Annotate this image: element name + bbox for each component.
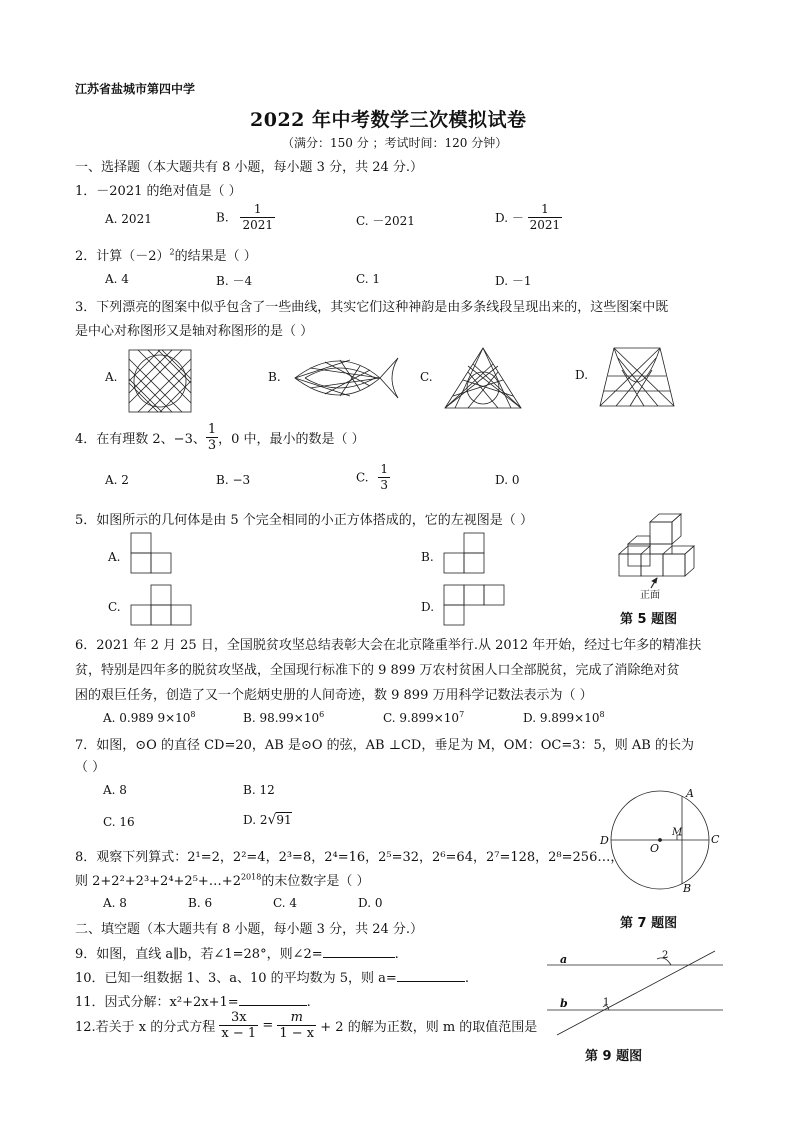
q6-line3: 困的艰巨任务，创造了又一个彪炳史册的人间奇迹，数 9 899 万用科学记数法表示为（ ） (75, 688, 593, 703)
q8-option-b: B. 6 (188, 896, 213, 910)
q12-left-num: 3x (219, 1010, 258, 1026)
q10-answer-blank[interactable] (397, 981, 465, 982)
q11-stem-text: 11．因式分解：x²+2x+1= (75, 995, 239, 1010)
q12-left-fraction (219, 1010, 258, 1041)
q11-answer-blank[interactable] (239, 1005, 307, 1006)
q9-stem-end: . (394, 947, 399, 962)
q5-figure-b (443, 532, 485, 576)
q5-figure-c (130, 584, 192, 628)
q3-figure-b (290, 350, 400, 406)
q6-option-a (103, 710, 196, 725)
q3-line2: 是中心对称图形又是轴对称图形的是（ ） (75, 324, 314, 339)
q12-eq: = (262, 1018, 274, 1033)
q6-line2: 贫，特别是四年多的脱贫攻坚战，全国现行标准下的 9 899 万农村贫困人口全部脱贫，完成了消除绝对贫 (75, 663, 680, 678)
q7-label-d: D (600, 834, 609, 847)
q12-pre: 12.若关于 x 的分式方程 (75, 1020, 216, 1035)
q7-caption: 第 7 题图 (620, 916, 678, 931)
q8-line1: 8．观察下列算式：2¹=2，2²=4，2³=8，2⁴=16，2⁵=32，2⁶=64，2⁷=128，2⁸=256…， (75, 850, 624, 865)
q4-frac-den: 3 (207, 438, 217, 453)
q6-d-sup: 8 (599, 710, 605, 719)
q1-option-c: C. －2021 (356, 214, 415, 228)
q12-right-fraction (277, 1010, 316, 1041)
q6-d-text: D. 9.899×10 (523, 711, 600, 725)
q5-option-c: C. (108, 600, 121, 614)
q6-b-sup: 6 (319, 710, 325, 719)
q2-stem-pre: 2．计算（－2） (75, 249, 170, 264)
q7-label-c: C (711, 833, 720, 846)
q1-b-den: 2021 (242, 218, 274, 232)
q10-stem (75, 967, 469, 986)
q7-label-a: A (686, 787, 694, 800)
q7-label-b: B (683, 882, 692, 895)
q9-caption: 第 9 题图 (585, 1049, 643, 1064)
q5-caption: 第 5 题图 (620, 612, 678, 627)
q3-option-d: D. (575, 368, 589, 382)
q2-option-d: D. －1 (495, 274, 532, 288)
q4-frac-num: 1 (207, 422, 217, 437)
q1-d-fraction (528, 202, 563, 233)
q5-solid-figure (615, 510, 705, 590)
q7-d-text: D. 2 (243, 813, 268, 827)
q12-post: + 2 的解为正数，则 m 的取值范围是 (320, 1020, 538, 1035)
q7-option-d: D. 2√91 (243, 812, 292, 828)
q4-stem-fraction (206, 422, 218, 453)
q9-parallel-lines-figure (545, 945, 725, 1055)
q9-stem (75, 943, 399, 962)
q3-figure-a (128, 349, 192, 413)
q8-option-a: A. 8 (103, 896, 127, 910)
q11-stem (75, 991, 311, 1010)
q1-b-fraction (240, 202, 275, 233)
q5-stem: 5．如图所示的几何体是由 5 个完全相同的小正方体搭成的，它的左视图是（ ） (75, 513, 533, 528)
q5-option-d: D. (421, 600, 435, 614)
q6-c-text: C. 9.899×10 (383, 711, 460, 725)
q4-option-b: B. −3 (216, 473, 251, 487)
q10-stem-text: 10．已知一组数据 1、3、a、10 的平均数为 5，则 a= (75, 971, 397, 986)
q1-b-num: 1 (240, 202, 275, 218)
q11-stem-end: . (306, 995, 311, 1010)
q4-c-label: C. (356, 470, 369, 485)
q1-d-num: 1 (528, 202, 563, 218)
q7-line2: （ ） (75, 760, 106, 775)
q4-stem-post: ，0 中，最小的数是（ ） (218, 432, 365, 447)
q5-front-label: 正面 (640, 590, 660, 601)
q7-circle-figure (598, 780, 728, 900)
q5-figure-a (130, 532, 172, 576)
q1-b-label: B. (216, 210, 229, 225)
q4-c-fraction (378, 462, 390, 493)
q4-c-num: 1 (380, 462, 389, 476)
q6-a-text: A. 0.989 9×10 (103, 711, 191, 725)
q8-line2 (75, 870, 369, 889)
q4-option-c (356, 462, 390, 493)
q2-option-a: A. 4 (105, 272, 129, 286)
q2-option-b: B. －4 (216, 274, 253, 288)
q1-d-den: 2021 (529, 218, 561, 232)
q2-option-c: C. 1 (356, 272, 381, 286)
q5-option-b: B. (421, 550, 434, 564)
q4-stem (75, 422, 365, 453)
q1-option-d (495, 202, 562, 233)
q3-line1: 3．下列漂亮的图案中似乎包含了一些曲线，其实它们这种神韵是由多条线段呈现出来的，这些图案中既 (75, 300, 669, 315)
q7-line1: 7．如图，⊙O 的直径 CD=20，AB 是⊙O 的弦，AB ⊥CD，垂足为 M，OM：OC=3：5，则 AB 的长为 (75, 738, 694, 753)
q6-option-b (243, 710, 324, 725)
q7-option-b: B. 12 (243, 783, 275, 797)
q5-figure-d (443, 584, 505, 628)
q3-figure-d (598, 346, 676, 408)
exam-subtitle: （满分：150 分 ；考试时间：120 分钟） (282, 136, 508, 150)
q12-right-den: 1 − x (279, 1026, 315, 1041)
q5-option-a: A. (108, 550, 121, 564)
q7-label-o: O (650, 842, 660, 855)
q4-option-d: D. 0 (495, 473, 520, 487)
q1-d-label: D. － (495, 211, 524, 225)
q7-d-root: 91 (276, 813, 292, 827)
q8-line2-post: 的末位数字是（ ） (261, 874, 370, 889)
q10-stem-end: . (464, 971, 469, 986)
exam-title: 2022 年中考数学三次模拟试卷 (250, 109, 527, 131)
q9-label-1: 1 (603, 997, 610, 1008)
q2-stem-sup: 2 (169, 247, 175, 257)
school-name: 江苏省盐城市第四中学 (75, 82, 196, 96)
q7-label-m: M (672, 827, 683, 838)
q3-figure-c (443, 346, 523, 410)
q3-option-a: A. (105, 370, 118, 384)
q8-option-c: C. 4 (273, 896, 298, 910)
q6-option-c (383, 710, 464, 725)
q6-a-sup: 8 (190, 710, 196, 719)
q2-stem (75, 245, 257, 264)
q8-line2-pre: 则 2+2²+2³+2⁴+2⁵+…+2 (75, 874, 241, 889)
q8-line2-sup: 2018 (240, 872, 262, 882)
q12-left-den: x − 1 (221, 1026, 257, 1041)
q6-c-sup: 7 (459, 710, 465, 719)
section1-heading: 一、选择题（本大题共有 8 小题，每小题 3 分，共 24 分.） (75, 160, 424, 175)
q4-stem-pre: 4．在有理数 2、−3、 (75, 432, 206, 447)
q6-line1: 6．2021 年 2 月 25 日，全国脱贫攻坚总结表彰大会在北京隆重举行.从 2012 年开始，经过七年多的精准扶 (75, 638, 702, 653)
q3-option-b: B. (268, 370, 281, 384)
q9-label-2: 2 (662, 950, 669, 961)
q6-b-text: B. 98.99×10 (243, 711, 320, 725)
q2-stem-post: 的结果是（ ） (174, 249, 257, 264)
q12-stem (75, 1010, 537, 1041)
q9-label-b: b (560, 997, 568, 1010)
q3-option-c: C. (420, 370, 433, 384)
q1-option-a: A. 2021 (105, 212, 152, 226)
q12-right-num: m (277, 1010, 316, 1026)
q4-c-den: 3 (380, 478, 389, 492)
q6-option-d (523, 710, 605, 725)
q1-option-b (216, 202, 275, 233)
q4-option-a: A. 2 (105, 473, 129, 487)
q7-option-c: C. 16 (103, 815, 135, 829)
q9-label-a: a (560, 953, 568, 966)
q9-answer-blank[interactable] (323, 957, 395, 958)
q7-option-a: A. 8 (103, 783, 127, 797)
q8-option-d: D. 0 (358, 896, 383, 910)
q1-stem: 1．－2021 的绝对值是（ ） (75, 184, 242, 199)
section2-heading: 二、填空题（本大题共有 8 小题，每小题 3 分，共 24 分.） (75, 922, 424, 937)
q9-stem-text: 9．如图，直线 a∥b，若∠1=28°，则∠2= (75, 947, 323, 962)
